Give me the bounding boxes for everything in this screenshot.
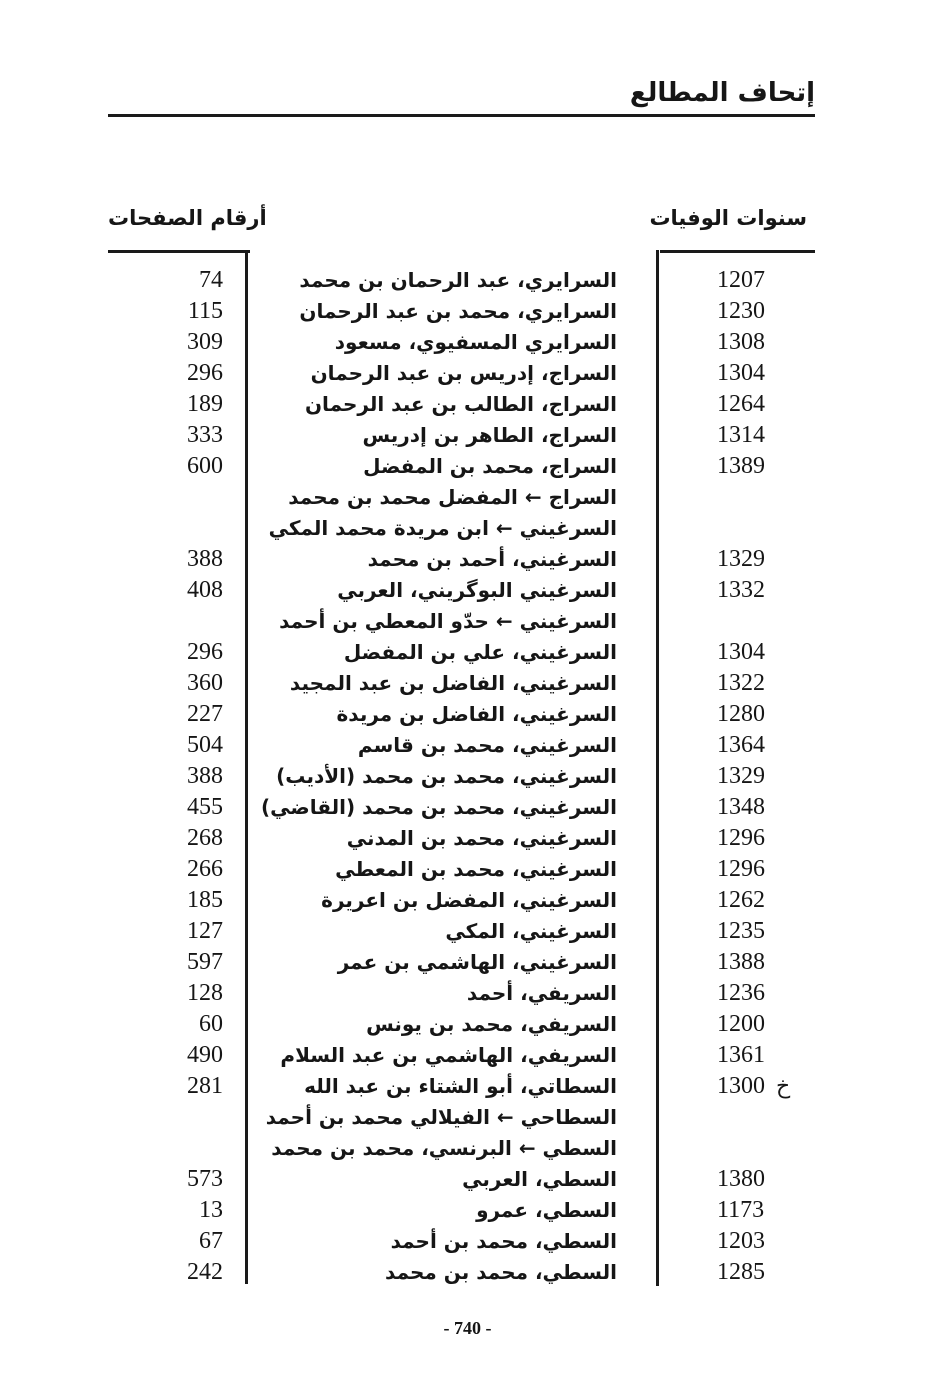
death-year-cell: 1203	[717, 1228, 765, 1254]
running-title: إتحاف المطالع	[629, 78, 815, 108]
pages-column-top-rule	[108, 250, 250, 253]
death-year-cell: 1388	[717, 949, 765, 975]
page-number: - 740 -	[443, 1318, 492, 1338]
index-row	[0, 730, 935, 761]
index-row	[0, 1257, 935, 1288]
name-cell: السرغيني، المكي	[445, 919, 617, 943]
index-row	[0, 327, 935, 358]
name-cell: السطاحي ← الفيلالي محمد بن أحمد	[265, 1105, 617, 1129]
death-year-cell: 1296	[717, 825, 765, 851]
page-number-cell: 296	[187, 639, 223, 665]
page-number-cell: 281	[187, 1073, 223, 1099]
page-number-cell: 227	[187, 701, 223, 727]
death-year-cell: 1300	[717, 1073, 765, 1099]
name-cell: السرغيني، محمد بن محمد (القاضي)	[261, 795, 617, 819]
index-row	[0, 1164, 935, 1195]
page-number-cell: 74	[199, 267, 223, 293]
death-year-cell: 1380	[717, 1166, 765, 1192]
page-number-cell: 388	[187, 546, 223, 572]
death-year-cell: 1322	[717, 670, 765, 696]
page-number-cell: 13	[199, 1197, 223, 1223]
name-cell: السرايري، محمد بن عبد الرحمان	[299, 299, 617, 323]
name-cell: السطي، العربي	[462, 1167, 617, 1191]
name-cell: السرغيني، محمد بن محمد (الأديب)	[276, 764, 617, 788]
name-cell: السرغيني، أحمد بن محمد	[367, 547, 617, 571]
index-row	[0, 358, 935, 389]
name-cell: السرغيني، محمد بن قاسم	[357, 733, 617, 757]
page-number-cell: 266	[187, 856, 223, 882]
page-number-cell: 127	[187, 918, 223, 944]
death-year-cell: 1262	[717, 887, 765, 913]
death-year-cell: 1236	[717, 980, 765, 1006]
index-row	[0, 389, 935, 420]
years-column-top-rule	[660, 250, 815, 253]
name-cell: السرغيني، علي بن المفضل	[343, 640, 617, 664]
index-row	[0, 1133, 935, 1164]
name-cell: السطي، محمد بن محمد	[385, 1260, 617, 1284]
index-row	[0, 1102, 935, 1133]
page-number-cell: 573	[187, 1166, 223, 1192]
index-row	[0, 513, 935, 544]
name-cell: السرغيني، الفاضل بن مريدة	[336, 702, 617, 726]
index-row	[0, 544, 935, 575]
index-row	[0, 916, 935, 947]
name-cell: السرغيني، محمد بن المعطي	[335, 857, 617, 881]
name-cell: السرغيني ← ابن مريدة محمد المكي	[268, 516, 617, 540]
name-cell: السرغيني ← حدّو المعطي بن أحمد	[279, 609, 617, 633]
header-rule	[108, 114, 815, 117]
page-number-cell: 388	[187, 763, 223, 789]
death-year-cell: 1348	[717, 794, 765, 820]
death-year-cell: 1173	[717, 1197, 765, 1223]
name-cell: السراج، الطالب بن عبد الرحمان	[304, 392, 617, 416]
death-year-cell: 1280	[717, 701, 765, 727]
page-number-cell: 597	[187, 949, 223, 975]
name-cell: السطي، محمد بن أحمد	[390, 1229, 617, 1253]
death-year-cell: 1200	[717, 1011, 765, 1037]
death-year-cell: 1308	[717, 329, 765, 355]
name-cell: السرغيني، المفضل بن اعريرة	[321, 888, 617, 912]
page-number-cell: 360	[187, 670, 223, 696]
page-number-cell: 333	[187, 422, 223, 448]
page-number-cell: 490	[187, 1042, 223, 1068]
name-cell: السريفي، الهاشمي بن عبد السلام	[280, 1043, 617, 1067]
name-cell: السراج، محمد بن المفضل	[363, 454, 617, 478]
name-cell: السطاتي، أبو الشتاء بن عبد الله	[304, 1074, 617, 1098]
index-row	[0, 1009, 935, 1040]
index-row	[0, 451, 935, 482]
death-year-cell: 1264	[717, 391, 765, 417]
name-cell: السراج، إدريس بن عبد الرحمان	[310, 361, 617, 385]
name-cell: السطي ← البرنسي، محمد بن محمد	[271, 1136, 617, 1160]
death-year-cell: 1332	[717, 577, 765, 603]
index-row	[0, 296, 935, 327]
name-cell: السريفي، أحمد	[466, 981, 617, 1005]
page-number-cell: 504	[187, 732, 223, 758]
index-row	[0, 792, 935, 823]
name-cell: السطي، عمرو	[476, 1198, 617, 1222]
name-cell: السرغيني، الهاشمي بن عمر	[337, 950, 617, 974]
death-year-cell: 1296	[717, 856, 765, 882]
index-row	[0, 761, 935, 792]
page-number-cell: 115	[187, 298, 223, 324]
index-row	[0, 947, 935, 978]
page-number-cell: 67	[199, 1228, 223, 1254]
page-number-cell: 185	[187, 887, 223, 913]
page-number-cell: 296	[187, 360, 223, 386]
page-number-cell: 455	[187, 794, 223, 820]
name-cell: السريفي، محمد بن يونس	[366, 1012, 617, 1036]
death-year-cell: 1285	[717, 1259, 765, 1285]
death-year-cell: 1329	[717, 763, 765, 789]
page-number-cell: 268	[187, 825, 223, 851]
index-row	[0, 823, 935, 854]
index-row	[0, 885, 935, 916]
name-cell: السراج ← المفضل محمد بن محمد	[288, 485, 617, 509]
index-row	[0, 420, 935, 451]
page-number-cell: 60	[199, 1011, 223, 1037]
index-row	[0, 265, 935, 296]
page-number-cell: 128	[187, 980, 223, 1006]
death-year-cell: 1235	[717, 918, 765, 944]
page-number-cell: 189	[187, 391, 223, 417]
name-cell: السراج، الطاهر بن إدريس	[362, 423, 617, 447]
death-year-cell: 1389	[717, 453, 765, 479]
name-cell: السرايري المسفيوي، مسعود	[334, 330, 617, 354]
index-row	[0, 606, 935, 637]
index-row	[0, 575, 935, 606]
index-row	[0, 637, 935, 668]
index-table	[0, 265, 935, 1288]
year-prefix-cell: خ	[776, 1074, 791, 1099]
index-row	[0, 699, 935, 730]
name-cell: السرايري، عبد الرحمان بن محمد	[299, 268, 617, 292]
name-cell: السرغيني البوگريني، العربي	[337, 578, 617, 602]
index-row	[0, 1226, 935, 1257]
death-year-cell: 1304	[717, 639, 765, 665]
page-number-cell: 408	[187, 577, 223, 603]
name-cell: السرغيني، محمد بن المدني	[346, 826, 617, 850]
death-year-cell: 1314	[717, 422, 765, 448]
death-year-cell: 1230	[717, 298, 765, 324]
name-cell: السرغيني، الفاضل بن عبد المجيد	[289, 671, 617, 695]
death-year-cell: 1207	[717, 267, 765, 293]
page-number-cell: 309	[187, 329, 223, 355]
page-number-cell: 600	[187, 453, 223, 479]
index-row	[0, 1071, 935, 1102]
index-row	[0, 1040, 935, 1071]
index-row	[0, 668, 935, 699]
index-row	[0, 854, 935, 885]
pages-column-heading: أرقام الصفحات	[108, 206, 267, 230]
death-year-cell: 1361	[717, 1042, 765, 1068]
years-column-heading: سنوات الوفيات	[649, 206, 807, 230]
index-row	[0, 482, 935, 513]
index-row	[0, 978, 935, 1009]
page-number-cell: 242	[187, 1259, 223, 1285]
death-year-cell: 1304	[717, 360, 765, 386]
death-year-cell: 1329	[717, 546, 765, 572]
death-year-cell: 1364	[717, 732, 765, 758]
index-row	[0, 1195, 935, 1226]
